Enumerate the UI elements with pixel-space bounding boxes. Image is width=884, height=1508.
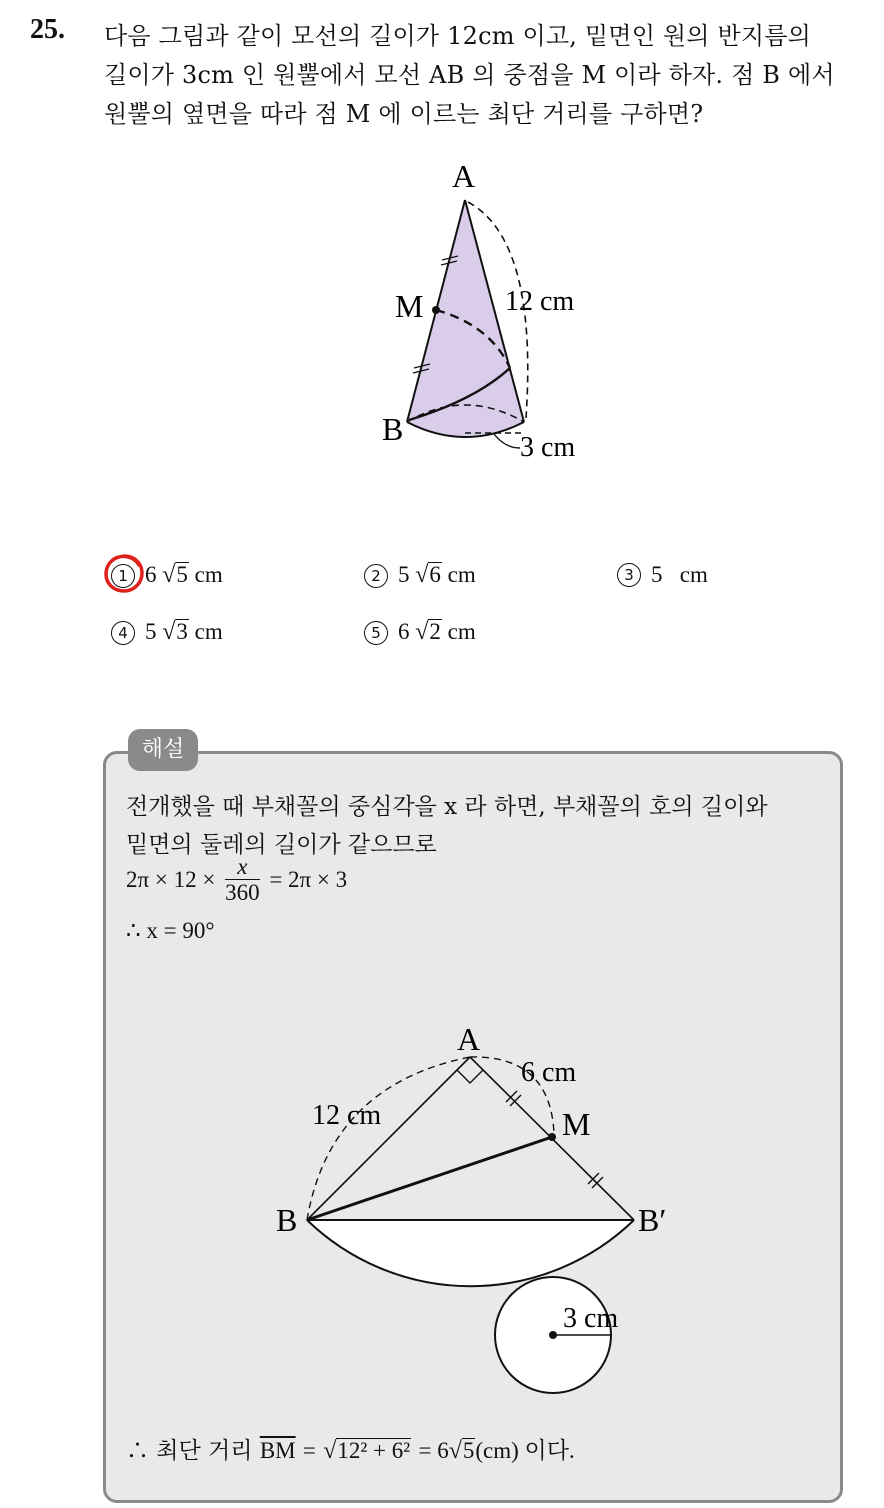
choice-number-4: 4 <box>111 621 135 645</box>
point-m <box>548 1133 556 1141</box>
conclusion-result-radical: √5 <box>448 1438 475 1464</box>
choice-3[interactable] <box>617 562 708 588</box>
right-angle-mark <box>457 1070 483 1083</box>
choice-2[interactable] <box>364 562 476 589</box>
conclusion-eq: = <box>302 1438 316 1463</box>
choice-1[interactable] <box>111 562 223 589</box>
solution-label: 해설 <box>128 729 198 771</box>
cone-figure <box>360 150 620 470</box>
label-b: B <box>382 411 404 447</box>
choice-value-5: 6 √2 cm <box>398 619 476 645</box>
choice-4[interactable] <box>111 619 223 646</box>
question-number: 25. <box>30 14 65 45</box>
conclusion-result: = 6 <box>418 1438 449 1463</box>
conclusion-radical: √12² + 6² <box>323 1438 411 1464</box>
conclusion-unit: (cm) 이다. <box>475 1438 575 1463</box>
net-half-label: 6 cm <box>521 1057 577 1088</box>
label-a: A <box>452 158 476 194</box>
tick-mark-mb2 <box>588 1173 603 1188</box>
cone-body <box>407 200 524 436</box>
conclusion-prefix: ∴ 최단 거리 <box>126 1438 253 1464</box>
tick-mark-am <box>506 1091 521 1106</box>
choice-number-3: 3 <box>617 563 641 587</box>
solution-line-1: 전개했을 때 부채꼴의 중심각을 x 라 하면, 부채꼴의 호의 길이와 <box>126 794 768 820</box>
question-text-line-1: 다음 그림과 같이 모선의 길이가 12cm 이고, 밑면인 원의 반지름의 <box>104 22 812 50</box>
choice-value-3: 5 cm <box>651 562 708 587</box>
choice-value-2: 5 √6 cm <box>398 562 476 588</box>
equation-right: = 2π × 3 <box>269 866 348 892</box>
conclusion-segment: $\overline{BM}$ <box>259 1438 296 1463</box>
net-label-m: M <box>562 1106 591 1142</box>
choice-value-1: 6 √5 cm <box>145 562 223 588</box>
question-text-line-2: 길이가 3cm 인 원뿔에서 모선 AB 의 중점을 M 이라 하자. 점 B 에서 <box>104 61 835 89</box>
net-label-b-prime: B′ <box>638 1202 667 1238</box>
segment-bm <box>307 1137 552 1220</box>
solution-conclusion <box>126 1432 575 1465</box>
radius-label: 3 cm <box>520 432 576 463</box>
net-label-b: B <box>276 1202 298 1238</box>
net-figure <box>270 1015 690 1400</box>
choice-number-2: 2 <box>364 564 388 588</box>
solution-equation <box>126 854 347 906</box>
point-m <box>432 306 440 314</box>
slant-length-label: 12 cm <box>505 286 575 317</box>
net-slant-label: 12 cm <box>312 1100 382 1131</box>
solution-therefore: ∴ x = 90° <box>126 918 215 943</box>
label-m: M <box>395 288 424 324</box>
choice-value-4: 5 √3 cm <box>145 619 223 645</box>
equation-left: 2π × 12 × <box>126 866 216 892</box>
solution-line-2: 밑면의 둘레의 길이가 같으므로 <box>126 832 437 858</box>
choice-number-5: 5 <box>364 621 388 645</box>
choice-number-1: 1 <box>111 564 135 588</box>
question-text-line-3: 원뿔의 옆면을 따라 점 M 에 이르는 최단 거리를 구하면? <box>104 100 704 128</box>
choice-5[interactable] <box>364 619 476 646</box>
equation-fraction: $\frac{x}{360}$ <box>225 854 260 906</box>
radius-ab <box>307 1057 470 1220</box>
net-label-a: A <box>457 1021 481 1057</box>
sector-arc <box>307 1220 634 1286</box>
radius-pointer <box>494 434 520 448</box>
net-radius-label: 3 cm <box>563 1303 619 1334</box>
base-center <box>549 1331 557 1339</box>
